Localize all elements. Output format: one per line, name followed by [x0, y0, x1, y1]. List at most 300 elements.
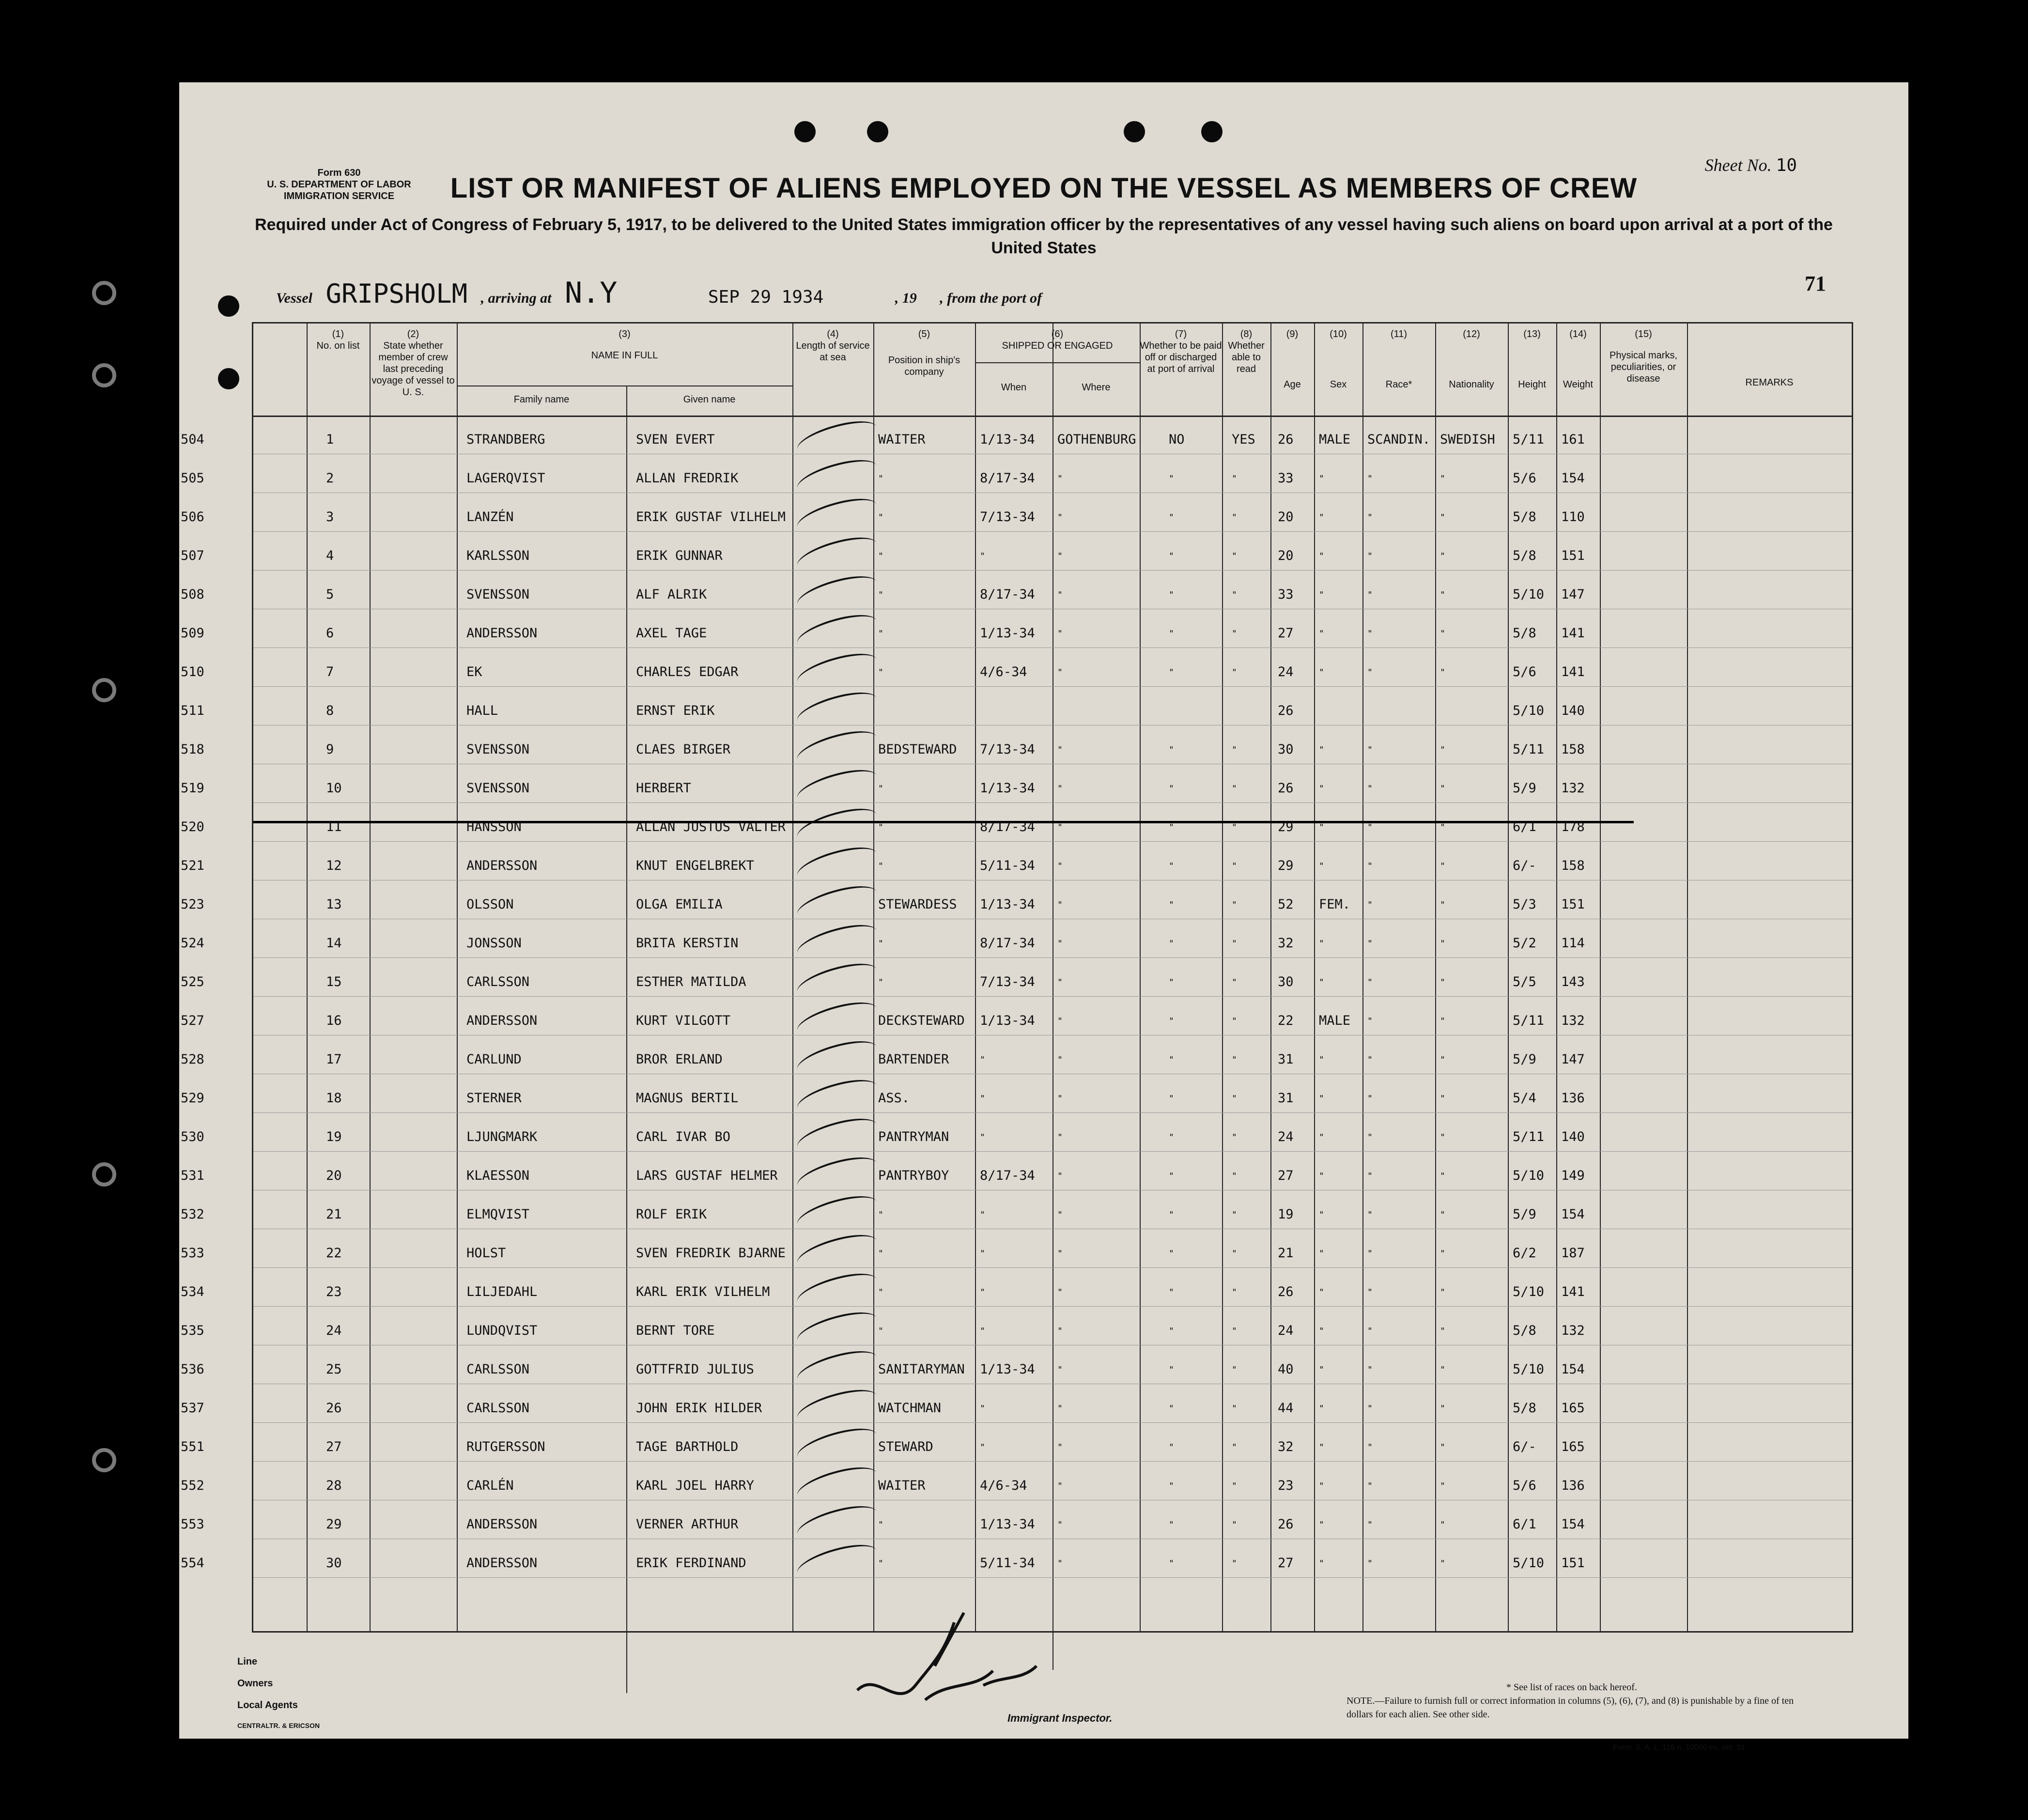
- cell-read: ": [1232, 551, 1237, 561]
- cell-read: ": [1232, 474, 1237, 484]
- cell-given: ERIK GUSTAF VILHELM: [636, 509, 786, 524]
- cell-weight: 141: [1561, 1284, 1585, 1299]
- arrival-port: N.Y: [564, 276, 618, 310]
- cell-weight: 158: [1561, 858, 1585, 873]
- cell-height: 6/1: [1513, 1517, 1536, 1532]
- cell-no: 29: [326, 1517, 342, 1532]
- binder-ring: [92, 281, 116, 305]
- cell-sex: ": [1319, 667, 1324, 678]
- cell-no: 1: [326, 432, 334, 447]
- table-row: [181, 958, 1852, 997]
- cell-sex: ": [1319, 1404, 1324, 1414]
- cell-given: SVEN EVERT: [636, 432, 715, 447]
- cell-given: CARL IVAR BO: [636, 1129, 731, 1144]
- cell-family: CARLSSON: [466, 974, 530, 989]
- cell-race: ": [1367, 667, 1373, 678]
- cell-given: ESTHER MATILDA: [636, 974, 746, 989]
- cell-where: ": [1057, 1558, 1063, 1569]
- cell-sex: ": [1319, 1326, 1324, 1336]
- cell-weight: 132: [1561, 1013, 1585, 1028]
- cell-where: ": [1057, 474, 1063, 484]
- cell-when: ": [980, 1055, 985, 1065]
- cell-paid: ": [1169, 1055, 1174, 1065]
- cell-sex: ": [1319, 1210, 1324, 1220]
- cell-sex: ": [1319, 629, 1324, 639]
- cell-ref: 525: [181, 974, 204, 989]
- cell-read: ": [1232, 1520, 1237, 1530]
- cell-race: ": [1367, 629, 1373, 639]
- cell-given: BERNT TORE: [636, 1323, 715, 1338]
- cell-ref: 552: [181, 1478, 204, 1493]
- cell-when: 5/11-34: [980, 858, 1035, 873]
- cell-age: 40: [1278, 1362, 1294, 1377]
- cell-read: ": [1232, 745, 1237, 755]
- cell-ref: 520: [181, 819, 204, 834]
- cell-race: ": [1367, 1210, 1373, 1220]
- table-row: [181, 1035, 1852, 1074]
- header-sex: (10) Sex: [1330, 329, 1347, 390]
- cell-sex: ": [1319, 939, 1324, 949]
- cell-position: ": [878, 551, 883, 561]
- cell-when: 8/17-34: [980, 1168, 1035, 1183]
- cell-given: ALF ALRIK: [636, 587, 707, 602]
- cell-no: 3: [326, 509, 334, 524]
- form-number: Form 630 U. S. DEPARTMENT OF LABOR IMMIGRATION SERVICE: [267, 168, 411, 201]
- cell-paid: ": [1169, 1558, 1174, 1569]
- cell-height: 5/10: [1513, 1362, 1545, 1377]
- cell-family: LJUNGMARK: [466, 1129, 538, 1144]
- cell-weight: 154: [1561, 471, 1585, 486]
- cell-paid: ": [1169, 474, 1174, 484]
- cell-given: ROLF ERIK: [636, 1207, 707, 1222]
- cell-no: 30: [326, 1556, 342, 1571]
- inspector-signature: [838, 1593, 1041, 1719]
- cell-age: 32: [1278, 1439, 1294, 1454]
- cell-weight: 178: [1561, 819, 1585, 834]
- cell-ref: 535: [181, 1323, 204, 1338]
- cell-paid: ": [1169, 551, 1174, 561]
- table-row: [181, 648, 1852, 687]
- cell-height: 5/3: [1513, 897, 1536, 912]
- page-number: 71: [1805, 272, 1826, 295]
- cell-where: ": [1057, 1442, 1063, 1452]
- cell-no: 26: [326, 1401, 342, 1416]
- cell-race: ": [1367, 1404, 1373, 1414]
- cell-paid: ": [1169, 590, 1174, 600]
- table-row: [181, 997, 1852, 1035]
- cell-when: 8/17-34: [980, 471, 1035, 486]
- cell-height: 5/10: [1513, 1168, 1545, 1183]
- cell-ref: 534: [181, 1284, 204, 1299]
- table-row: [181, 764, 1852, 803]
- cell-ref: 507: [181, 548, 204, 563]
- cell-family: HALL: [466, 703, 498, 718]
- cell-when: 1/13-34: [980, 781, 1035, 796]
- cell-when: 7/13-34: [980, 974, 1035, 989]
- cell-paid: ": [1169, 512, 1174, 523]
- cell-ref: 508: [181, 587, 204, 602]
- cell-when: ": [980, 1404, 985, 1414]
- cell-race: ": [1367, 977, 1373, 987]
- cell-race: ": [1367, 784, 1373, 794]
- cell-race: ": [1367, 1558, 1373, 1569]
- cell-where: ": [1057, 822, 1063, 833]
- cell-no: 24: [326, 1323, 342, 1338]
- cell-sex: ": [1319, 1094, 1324, 1104]
- cell-read: ": [1232, 1210, 1237, 1220]
- cell-position: ": [878, 590, 883, 600]
- cell-race: ": [1367, 939, 1373, 949]
- cell-ref: 506: [181, 509, 204, 524]
- cell-read: ": [1232, 784, 1237, 794]
- cell-nat: ": [1440, 1171, 1445, 1181]
- header-length-of-service: (4) Length of service at sea: [796, 329, 870, 363]
- cell-nat: ": [1440, 551, 1445, 561]
- cell-ref: 553: [181, 1517, 204, 1532]
- cell-given: KARL ERIK VILHELM: [636, 1284, 770, 1299]
- table-row: [181, 1268, 1852, 1307]
- cell-weight: 136: [1561, 1478, 1585, 1493]
- cell-given: MAGNUS BERTIL: [636, 1091, 739, 1106]
- cell-age: 19: [1278, 1207, 1294, 1222]
- cell-no: 19: [326, 1129, 342, 1144]
- punch-hole: [218, 368, 239, 389]
- cell-given: CLAES BIRGER: [636, 742, 731, 757]
- cell-weight: 147: [1561, 1052, 1585, 1067]
- cell-race: ": [1367, 822, 1373, 833]
- cell-race: ": [1367, 474, 1373, 484]
- cell-family: LUNDQVIST: [466, 1323, 538, 1338]
- cell-read: ": [1232, 512, 1237, 523]
- cell-age: 24: [1278, 1129, 1294, 1144]
- cell-no: 16: [326, 1013, 342, 1028]
- cell-height: 5/11: [1513, 1129, 1545, 1144]
- cell-age: 44: [1278, 1401, 1294, 1416]
- cell-weight: 114: [1561, 936, 1585, 951]
- header-previous-voyage: (2) State whether member of crew last preceding voyage of vessel to U. S.: [372, 329, 455, 398]
- cell-paid: ": [1169, 784, 1174, 794]
- cell-age: 24: [1278, 1323, 1294, 1338]
- cell-weight: 110: [1561, 509, 1585, 524]
- binder-ring: [92, 678, 116, 702]
- fine-notice: * See list of races on back hereof. NOTE.—Failure to furnish full or correct information in columns (5), (6), (7), and (8) is punishable by a fine of ten dollars for each alien. See other side.: [1347, 1682, 1794, 1720]
- cell-where: ": [1057, 939, 1063, 949]
- cell-ref: 537: [181, 1401, 204, 1416]
- cell-where: ": [1057, 861, 1063, 871]
- cell-family: STERNER: [466, 1091, 522, 1106]
- cell-height: 5/11: [1513, 1013, 1545, 1028]
- cell-age: 20: [1278, 548, 1294, 563]
- cell-position: WATCHMAN: [878, 1401, 942, 1416]
- cell-weight: 154: [1561, 1517, 1585, 1532]
- cell-given: HERBERT: [636, 781, 691, 796]
- cell-when: 5/11-34: [980, 1556, 1035, 1571]
- cell-sex: ": [1319, 512, 1324, 523]
- table-row: [181, 880, 1852, 919]
- cell-where: ": [1057, 551, 1063, 561]
- cell-height: 5/11: [1513, 742, 1545, 757]
- local-agents-label: Local Agents: [237, 1700, 298, 1711]
- cell-age: 29: [1278, 819, 1294, 834]
- cell-family: ELMQVIST: [466, 1207, 530, 1222]
- cell-no: 10: [326, 781, 342, 796]
- cell-when: 8/17-34: [980, 587, 1035, 602]
- cell-sex: ": [1319, 1520, 1324, 1530]
- cell-race: ": [1367, 1287, 1373, 1297]
- cell-nat: ": [1440, 1055, 1445, 1065]
- cell-sex: MALE: [1319, 1013, 1351, 1028]
- cell-nat: ": [1440, 1132, 1445, 1142]
- cell-sex: ": [1319, 1132, 1324, 1142]
- cell-height: 5/10: [1513, 1556, 1545, 1571]
- cell-ref: 504: [181, 432, 204, 447]
- arrival-date-stamp: SEP 29 1934: [708, 287, 824, 307]
- table-row: [181, 1384, 1852, 1423]
- cell-age: 30: [1278, 742, 1294, 757]
- binder-ring: [92, 1162, 116, 1187]
- cell-ref: 536: [181, 1362, 204, 1377]
- cell-paid: ": [1169, 1171, 1174, 1181]
- cell-age: 52: [1278, 897, 1294, 912]
- cell-position: BARTENDER: [878, 1052, 949, 1067]
- cell-when: 8/17-34: [980, 936, 1035, 951]
- cell-when: ": [980, 1210, 985, 1220]
- header-shipped: (6) SHIPPED OR ENGAGED: [1002, 329, 1113, 351]
- cell-position: BEDSTEWARD: [878, 742, 957, 757]
- table-row: [181, 1500, 1852, 1539]
- cell-ref: 523: [181, 897, 204, 912]
- cell-age: 33: [1278, 471, 1294, 486]
- cell-paid: ": [1169, 1287, 1174, 1297]
- cell-weight: 187: [1561, 1246, 1585, 1261]
- cell-age: 26: [1278, 1284, 1294, 1299]
- header-height: (13) Height: [1518, 329, 1546, 390]
- table-row: [181, 1462, 1852, 1500]
- header-remarks: REMARKS: [1745, 377, 1794, 388]
- cell-ref: 551: [181, 1439, 204, 1454]
- header-race: (11) Race*: [1385, 329, 1412, 390]
- cell-ref: 524: [181, 936, 204, 951]
- table-row: [181, 1307, 1852, 1345]
- cell-paid: ": [1169, 1404, 1174, 1414]
- cell-family: ANDERSSON: [466, 1013, 538, 1028]
- cell-where: ": [1057, 1249, 1063, 1259]
- cell-family: HOLST: [466, 1246, 506, 1261]
- cell-height: 5/11: [1513, 432, 1545, 447]
- cell-ref: 511: [181, 703, 204, 718]
- cell-position: ": [878, 629, 883, 639]
- cell-nat: ": [1440, 900, 1445, 910]
- cell-when: 7/13-34: [980, 742, 1035, 757]
- header-weight: (14) Weight: [1563, 329, 1593, 390]
- cell-age: 30: [1278, 974, 1294, 989]
- cell-where: ": [1057, 1055, 1063, 1065]
- cell-sex: MALE: [1319, 432, 1351, 447]
- cell-read: ": [1232, 822, 1237, 833]
- cell-height: 6/2: [1513, 1246, 1536, 1261]
- cell-when: ": [980, 1094, 985, 1104]
- cell-when: 1/13-34: [980, 1517, 1035, 1532]
- cell-position: ": [878, 784, 883, 794]
- cell-paid: ": [1169, 1442, 1174, 1452]
- cell-age: 20: [1278, 509, 1294, 524]
- cell-race: ": [1367, 1326, 1373, 1336]
- cell-age: 23: [1278, 1478, 1294, 1493]
- table-row: [181, 1074, 1852, 1113]
- cell-age: 27: [1278, 1556, 1294, 1571]
- cell-ref: 510: [181, 664, 204, 679]
- cell-height: 5/8: [1513, 548, 1536, 563]
- cell-ref: 519: [181, 781, 204, 796]
- cell-weight: 132: [1561, 781, 1585, 796]
- cell-read: ": [1232, 1132, 1237, 1142]
- cell-nat: ": [1440, 1287, 1445, 1297]
- cell-no: 8: [326, 703, 334, 718]
- cell-sex: ": [1319, 1558, 1324, 1569]
- cell-height: 5/4: [1513, 1091, 1536, 1106]
- cell-height: 5/9: [1513, 781, 1536, 796]
- cell-where: ": [1057, 1365, 1063, 1375]
- cell-family: LILJEDAHL: [466, 1284, 538, 1299]
- cell-height: 5/6: [1513, 664, 1536, 679]
- cell-read: ": [1232, 1171, 1237, 1181]
- cell-weight: 165: [1561, 1401, 1585, 1416]
- header-paid-off: (7) Whether to be paid off or discharged at port of arrival: [1140, 329, 1222, 374]
- cell-paid: ": [1169, 745, 1174, 755]
- cell-paid: ": [1169, 1132, 1174, 1142]
- cell-height: 5/9: [1513, 1207, 1536, 1222]
- cell-age: 27: [1278, 626, 1294, 641]
- table-row: [181, 1345, 1852, 1384]
- cell-given: BROR ERLAND: [636, 1052, 723, 1067]
- cell-position: ": [878, 977, 883, 987]
- cell-read: ": [1232, 667, 1237, 678]
- cell-where: ": [1057, 1210, 1063, 1220]
- cell-position: ": [878, 939, 883, 949]
- cell-family: KLAESSON: [466, 1168, 530, 1183]
- cell-weight: 143: [1561, 974, 1585, 989]
- header-position: (5) Position in ship's company: [888, 329, 960, 377]
- header-nationality: (12) Nationality: [1449, 329, 1494, 390]
- cell-no: 18: [326, 1091, 342, 1106]
- cell-height: 5/2: [1513, 936, 1536, 951]
- cell-no: 25: [326, 1362, 342, 1377]
- cell-paid: ": [1169, 822, 1174, 833]
- cell-paid: ": [1169, 1520, 1174, 1530]
- cell-age: 26: [1278, 432, 1294, 447]
- cell-when: ": [980, 1132, 985, 1142]
- cell-race: ": [1367, 1481, 1373, 1491]
- cell-nat: ": [1440, 1520, 1445, 1530]
- cell-height: 5/10: [1513, 1284, 1545, 1299]
- binder-ring: [92, 1448, 116, 1472]
- binder-ring: [92, 363, 116, 387]
- cell-height: 6/-: [1513, 858, 1536, 873]
- cell-race: ": [1367, 1249, 1373, 1259]
- cell-no: 17: [326, 1052, 342, 1067]
- cell-race: ": [1367, 590, 1373, 600]
- cell-height: 5/5: [1513, 974, 1536, 989]
- cell-sex: ": [1319, 977, 1324, 987]
- cell-height: 5/10: [1513, 703, 1545, 718]
- cell-read: ": [1232, 629, 1237, 639]
- header-no: (1) No. on list: [316, 329, 360, 351]
- cell-nat: ": [1440, 1365, 1445, 1375]
- cell-position: STEWARD: [878, 1439, 933, 1454]
- cell-sex: ": [1319, 551, 1324, 561]
- cell-family: ANDERSSON: [466, 1556, 538, 1571]
- cell-nat: ": [1440, 512, 1445, 523]
- form-reference: Form. S. A. L. 116 n. 10000 ex. okt. 31.: [1613, 1743, 1748, 1752]
- sheet-number: Sheet No. 10: [1704, 155, 1797, 175]
- cell-weight: 149: [1561, 1168, 1585, 1183]
- cell-sex: ": [1319, 1481, 1324, 1491]
- cell-nat: ": [1440, 784, 1445, 794]
- table-row: [181, 687, 1852, 725]
- cell-position: ": [878, 1326, 883, 1336]
- cell-given: CHARLES EDGAR: [636, 664, 739, 679]
- cell-read: ": [1232, 1094, 1237, 1104]
- cell-when: 4/6-34: [980, 1478, 1027, 1493]
- cell-nat: ": [1440, 474, 1445, 484]
- cell-family: JONSSON: [466, 936, 522, 951]
- header-read: (8) Whether able to read: [1228, 329, 1265, 374]
- cell-when: 7/13-34: [980, 509, 1035, 524]
- table-row: [181, 1423, 1852, 1462]
- header-name: (3) NAME IN FULL: [591, 329, 658, 361]
- cell-race: ": [1367, 1094, 1373, 1104]
- cell-sex: ": [1319, 861, 1324, 871]
- cell-nat: ": [1440, 1016, 1445, 1026]
- cell-family: SVENSSON: [466, 781, 530, 796]
- cell-nat: ": [1440, 939, 1445, 949]
- cell-position: ": [878, 1249, 883, 1259]
- cell-paid: ": [1169, 1016, 1174, 1026]
- cell-no: 5: [326, 587, 334, 602]
- cell-when: ": [980, 1287, 985, 1297]
- cell-where: ": [1057, 1132, 1063, 1142]
- table-row: [181, 493, 1852, 532]
- cell-ref: 530: [181, 1129, 204, 1144]
- cell-height: 5/6: [1513, 1478, 1536, 1493]
- cell-given: OLGA EMILIA: [636, 897, 723, 912]
- table-row: [181, 609, 1852, 648]
- cell-nat: ": [1440, 1442, 1445, 1452]
- cell-ref: 509: [181, 626, 204, 641]
- cell-given: ALLAN JUSTUS VALTER: [636, 819, 786, 834]
- header-where: Where: [1082, 382, 1111, 393]
- cell-when: 1/13-34: [980, 626, 1035, 641]
- cell-race: ": [1367, 551, 1373, 561]
- cell-given: KARL JOEL HARRY: [636, 1478, 754, 1493]
- cell-when: ": [980, 1326, 985, 1336]
- document-title: LIST OR MANIFEST OF ALIENS EMPLOYED ON THE VESSEL AS MEMBERS OF CREW: [450, 172, 1638, 204]
- cell-age: 27: [1278, 1168, 1294, 1183]
- cell-age: 31: [1278, 1052, 1294, 1067]
- cell-position: ": [878, 1287, 883, 1297]
- cell-read: ": [1232, 900, 1237, 910]
- cell-height: 6/-: [1513, 1439, 1536, 1454]
- vessel-line: Vessel GRIPSHOLM , arriving at N.Y SEP 29 1934 , 19 , from the port of: [276, 276, 1042, 310]
- cell-given: ALLAN FREDRIK: [636, 471, 739, 486]
- cell-height: 5/6: [1513, 471, 1536, 486]
- cell-given: KNUT ENGELBREKT: [636, 858, 754, 873]
- table-row: [181, 1190, 1852, 1229]
- cell-race: ": [1367, 900, 1373, 910]
- cell-nat: ": [1440, 1558, 1445, 1569]
- cell-read: ": [1232, 590, 1237, 600]
- cell-family: ANDERSSON: [466, 1517, 538, 1532]
